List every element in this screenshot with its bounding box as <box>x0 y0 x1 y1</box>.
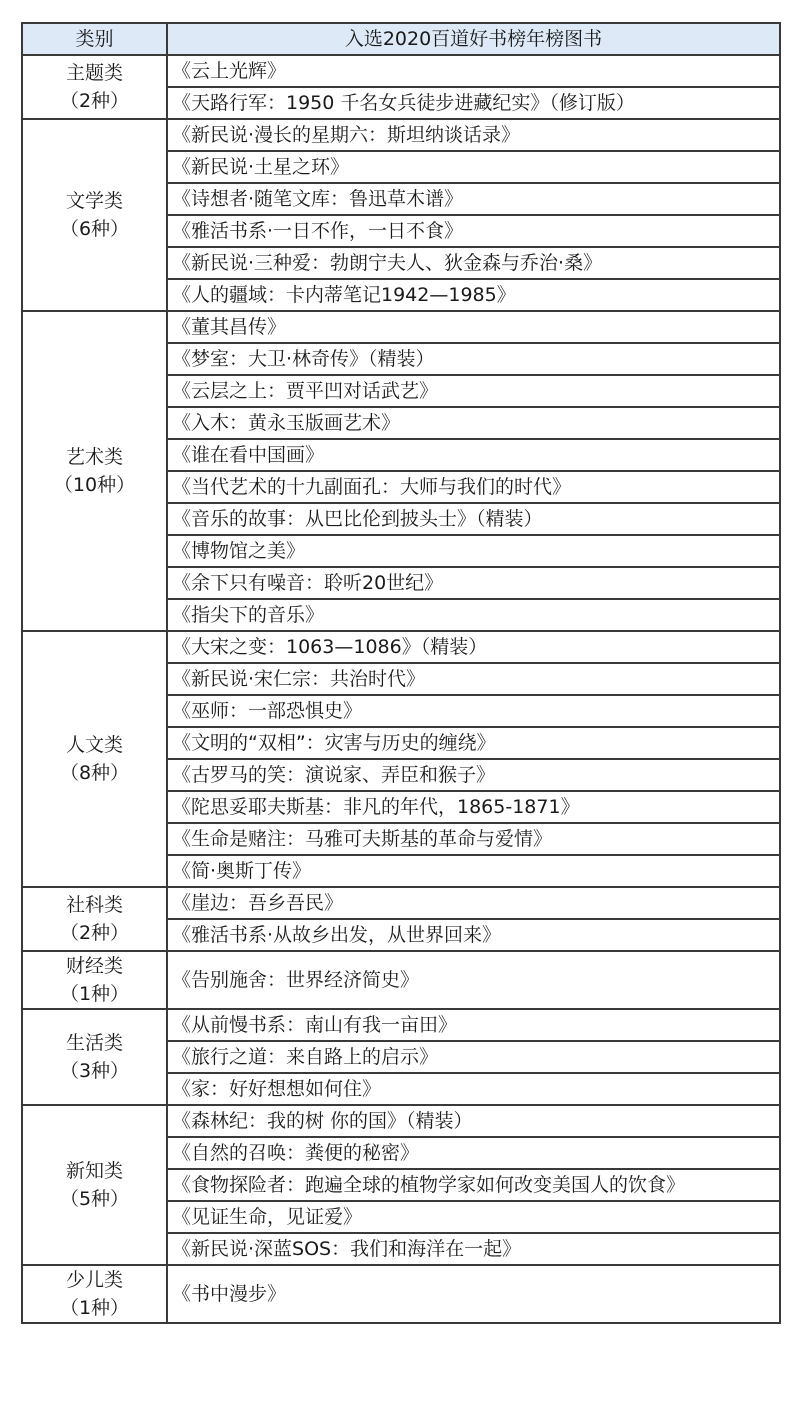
book-title: 《家：好好想想如何住》 <box>167 1073 780 1105</box>
book-title: 《大宋之变：1063—1086》（精装） <box>167 631 780 663</box>
category-count: （3种） <box>59 1060 130 1082</box>
category-cell <box>22 1105 167 1265</box>
category-name: 社科类 <box>65 894 123 916</box>
category-cell <box>22 951 167 1009</box>
category-name: 少儿类 <box>65 1269 123 1291</box>
book-title: 《谁在看中国画》 <box>167 439 780 471</box>
book-title: 《音乐的故事：从巴比伦到披头士》（精装） <box>167 503 780 535</box>
table-row <box>22 55 780 87</box>
table-row <box>22 1105 780 1137</box>
book-title: 《董其昌传》 <box>167 311 780 343</box>
category-cell <box>22 1009 167 1105</box>
table-header-row <box>22 23 780 55</box>
book-title: 《新民说·漫长的星期六：斯坦纳谈话录》 <box>167 119 780 151</box>
table-row <box>22 311 780 343</box>
table-row <box>22 1265 780 1323</box>
category-cell <box>22 119 167 311</box>
book-title: 《崖边：吾乡吾民》 <box>167 887 780 919</box>
category-cell <box>22 1265 167 1323</box>
category-count: （8种） <box>59 762 130 784</box>
book-title: 《新民说·土星之环》 <box>167 151 780 183</box>
category-name: 新知类 <box>65 1160 123 1182</box>
category-name: 艺术类 <box>65 446 123 468</box>
category-name: 人文类 <box>65 734 123 756</box>
category-count: （5种） <box>59 1188 130 1210</box>
category-cell <box>22 55 167 119</box>
book-title: 《诗想者·随笔文库：鲁迅草木谱》 <box>167 183 780 215</box>
book-title: 《入木：黄永玉版画艺术》 <box>167 407 780 439</box>
book-title: 《陀思妥耶夫斯基：非凡的年代，1865-1871》 <box>167 791 780 823</box>
table-row <box>22 1009 780 1041</box>
book-title: 《云上光辉》 <box>167 55 780 87</box>
book-title: 《新民说·深蓝SOS：我们和海洋在一起》 <box>167 1233 780 1265</box>
book-title: 《从前慢书系：南山有我一亩田》 <box>167 1009 780 1041</box>
book-title: 《森林纪：我的树 你的国》（精装） <box>167 1105 780 1137</box>
category-count: （1种） <box>59 1297 130 1319</box>
book-list-table <box>21 22 781 1324</box>
book-title: 《人的疆域：卡内蒂笔记1942—1985》 <box>167 279 780 311</box>
table-row <box>22 887 780 919</box>
category-cell <box>22 631 167 887</box>
book-title: 《古罗马的笑：演说家、弄臣和猴子》 <box>167 759 780 791</box>
book-title: 《雅活书系·从故乡出发，从世界回来》 <box>167 919 780 951</box>
book-title: 《梦室：大卫·林奇传》（精装） <box>167 343 780 375</box>
book-title: 《旅行之道：来自路上的启示》 <box>167 1041 780 1073</box>
book-title: 《生命是赌注：马雅可夫斯基的革命与爱情》 <box>167 823 780 855</box>
book-title: 《博物馆之美》 <box>167 535 780 567</box>
category-name: 主题类 <box>65 62 123 84</box>
category-count: （10种） <box>53 474 136 496</box>
book-title: 《当代艺术的十九副面孔：大师与我们的时代》 <box>167 471 780 503</box>
book-title: 《新民说·三种爱：勃朗宁夫人、狄金森与乔治·桑》 <box>167 247 780 279</box>
book-title: 《指尖下的音乐》 <box>167 599 780 631</box>
category-name: 文学类 <box>65 190 123 212</box>
book-title: 《见证生命，见证爱》 <box>167 1201 780 1233</box>
header-books: 入选2020百道好书榜年榜图书 <box>167 23 780 55</box>
book-title: 《天路行军：1950 千名女兵徒步进藏纪实》（修订版） <box>167 87 780 119</box>
table-row <box>22 631 780 663</box>
book-title: 《新民说·宋仁宗：共治时代》 <box>167 663 780 695</box>
category-count: （6种） <box>59 218 130 240</box>
table-row <box>22 119 780 151</box>
book-title: 《自然的召唤：粪便的秘密》 <box>167 1137 780 1169</box>
category-count: （1种） <box>59 983 130 1005</box>
book-title: 《巫师：一部恐惧史》 <box>167 695 780 727</box>
category-cell <box>22 311 167 631</box>
category-count: （2种） <box>59 90 130 112</box>
book-title: 《告别施舍：世界经济简史》 <box>167 951 780 1009</box>
category-count: （2种） <box>59 922 130 944</box>
book-title: 《文明的“双相”：灾害与历史的缠绕》 <box>167 727 780 759</box>
category-name: 生活类 <box>65 1032 123 1054</box>
category-name: 财经类 <box>65 955 123 977</box>
table-body <box>22 55 780 1323</box>
book-title: 《雅活书系·一日不作，一日不食》 <box>167 215 780 247</box>
book-title: 《简·奥斯丁传》 <box>167 855 780 887</box>
category-cell <box>22 887 167 951</box>
header-category: 类别 <box>22 23 167 55</box>
book-title: 《食物探险者：跑遍全球的植物学家如何改变美国人的饮食》 <box>167 1169 780 1201</box>
book-title: 《书中漫步》 <box>167 1265 780 1323</box>
book-title: 《余下只有噪音：聆听20世纪》 <box>167 567 780 599</box>
table-row <box>22 951 780 1009</box>
book-title: 《云层之上：贾平凹对话武艺》 <box>167 375 780 407</box>
